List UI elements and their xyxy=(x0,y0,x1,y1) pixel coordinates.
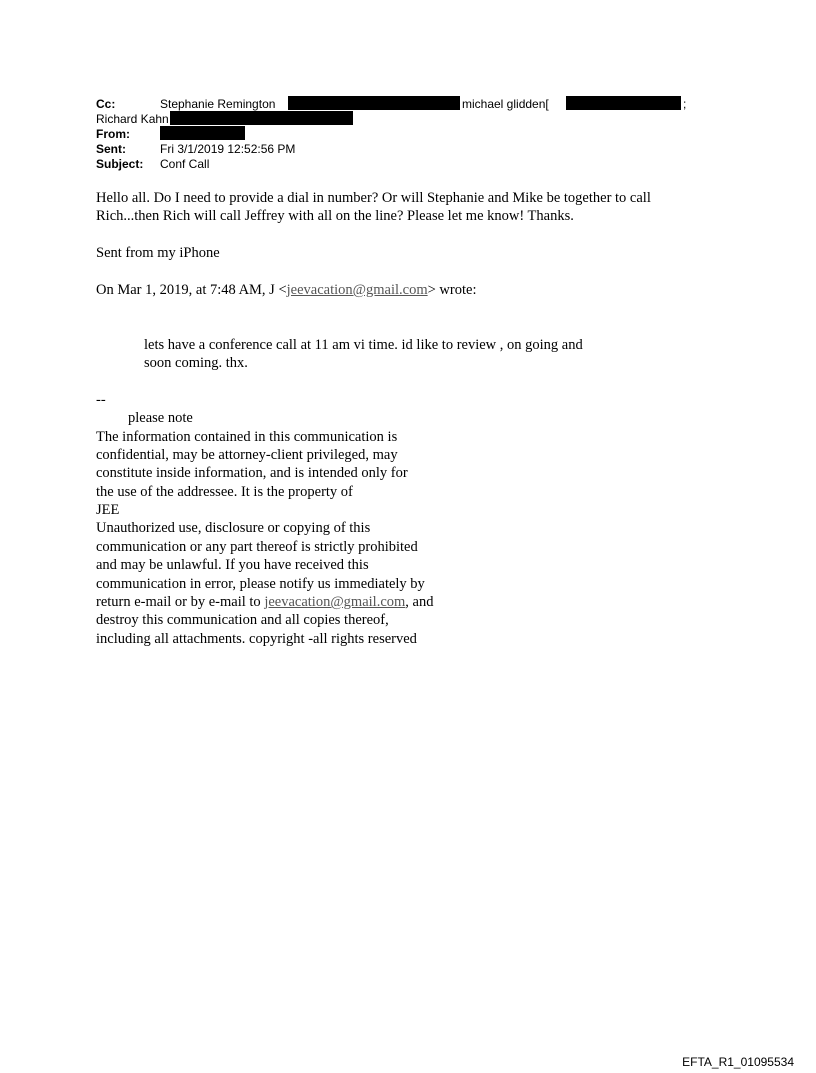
quoted-line-1: lets have a conference call at 11 am vi time. id like to review , on going and xyxy=(144,337,583,353)
quoted-line-2: soon coming. thx. xyxy=(144,355,248,371)
redaction-bar xyxy=(170,111,353,125)
disclaimer-email-link[interactable]: jeevacation@gmail.com xyxy=(264,594,406,610)
email-header xyxy=(0,0,816,180)
quote-email-link[interactable]: jeevacation@gmail.com xyxy=(286,282,428,298)
disclaimer-line-email xyxy=(96,593,433,612)
cc-name-stephanie: Stephanie Remington xyxy=(160,97,276,111)
disclaimer-line: communication or any part thereof is strictly prohibited xyxy=(96,539,418,555)
redaction-bar xyxy=(566,96,681,110)
disclaimer-line-prefix: return e-mail or by e-mail to xyxy=(96,594,265,610)
quote-suffix: > wrote: xyxy=(427,282,477,298)
cc-trailing-separator: ; xyxy=(683,97,687,111)
subject-label: Subject: xyxy=(96,157,144,171)
cc-label: Cc: xyxy=(96,97,116,111)
disclaimer-line: The information contained in this communication is xyxy=(96,429,398,445)
subject-value: Conf Call xyxy=(160,157,210,171)
body-line-1: Hello all. Do I need to provide a dial in number? Or will Stephanie and Mike be together to call xyxy=(96,190,651,206)
disclaimer-line: JEE xyxy=(96,502,120,518)
cc-name-michael: michael glidden[ xyxy=(462,97,549,111)
disclaimer-line: including all attachments. copyright -all rights reserved xyxy=(96,631,417,647)
disclaimer-please-note: please note xyxy=(128,410,193,426)
document-id: EFTA_R1_01095534 xyxy=(682,1055,794,1069)
disclaimer-line: Unauthorized use, disclosure or copying of this xyxy=(96,520,371,536)
sent-label: Sent: xyxy=(96,142,126,156)
from-label: From: xyxy=(96,127,130,141)
sent-value: Fri 3/1/2019 12:52:56 PM xyxy=(160,142,296,156)
redaction-bar xyxy=(288,96,460,110)
disclaimer-line: the use of the addressee. It is the property of xyxy=(96,484,353,500)
disclaimer-line: confidential, may be attorney-client privileged, may xyxy=(96,447,398,463)
signature: Sent from my iPhone xyxy=(96,245,220,261)
disclaimer-line: constitute inside information, and is intended only for xyxy=(96,465,408,481)
quote-prefix: On Mar 1, 2019, at 7:48 AM, J < xyxy=(96,282,287,298)
body-line-2: Rich...then Rich will call Jeffrey with all on the line? Please let me know! Thanks. xyxy=(96,208,574,224)
disclaimer-line: and may be unlawful. If you have received this xyxy=(96,557,369,573)
quote-attribution xyxy=(96,281,476,300)
disclaimer-line: destroy this communication and all copies thereof, xyxy=(96,612,389,628)
redaction-bar xyxy=(160,126,245,140)
disclaimer-line: communication in error, please notify us immediately by xyxy=(96,576,425,592)
disclaimer-line-suffix: , and xyxy=(405,594,434,610)
disclaimer-dashes: -- xyxy=(96,392,106,408)
cc-name-richard: Richard Kahn xyxy=(96,112,169,126)
